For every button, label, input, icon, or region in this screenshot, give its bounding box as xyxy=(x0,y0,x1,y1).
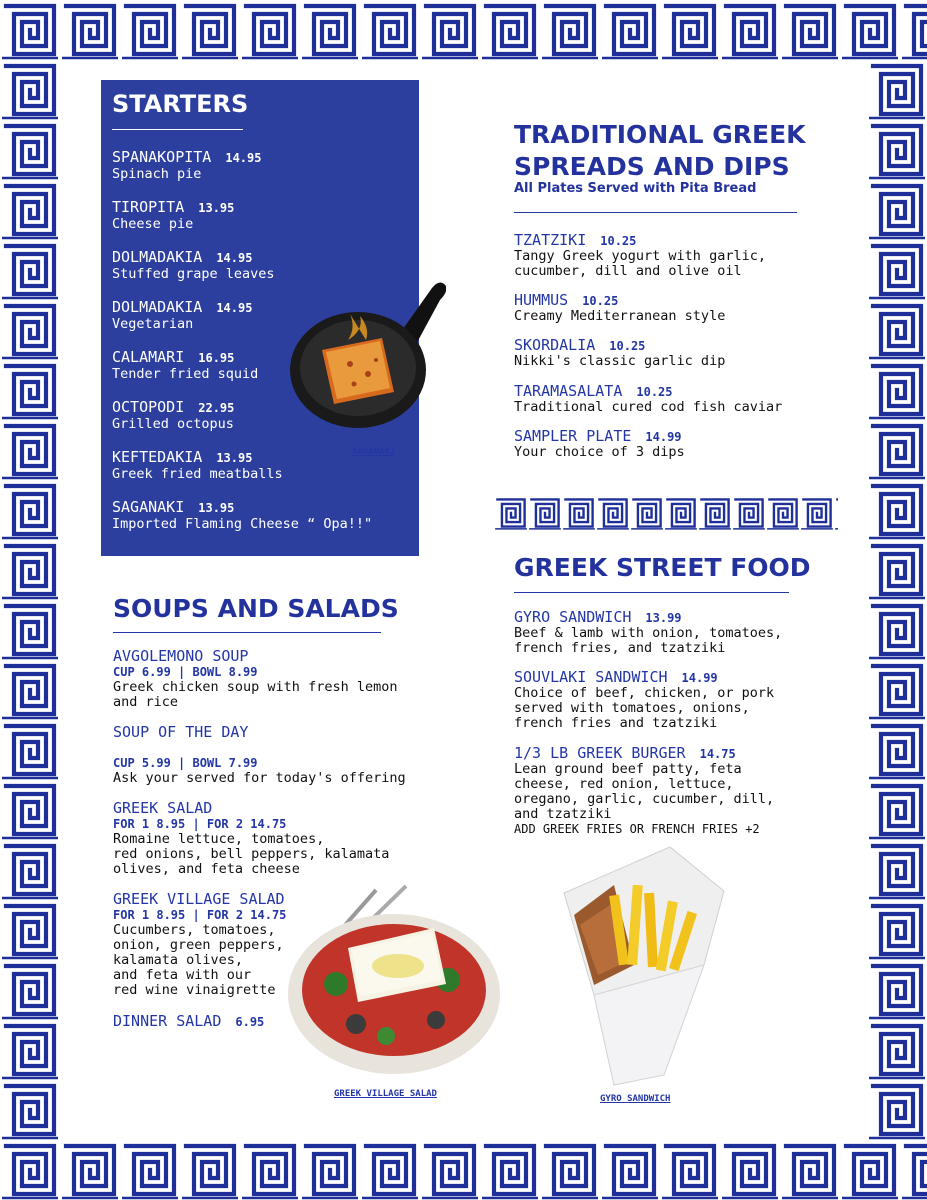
item-description: Lean ground beef patty, feta cheese, red onion, lettuce, oregano, garlic, cucumber, dill, and tzatziki xyxy=(514,761,775,822)
spreads-subtitle: All Plates Served with Pita Bread xyxy=(514,181,757,196)
item-name: TARAMASALATA xyxy=(514,382,623,400)
item-name: AVGOLEMONO SOUP xyxy=(113,647,249,665)
starters-title-rule xyxy=(112,129,243,130)
spreads-title xyxy=(514,119,806,183)
soup-salad-item xyxy=(113,889,286,998)
greek-key-border-right xyxy=(867,60,927,1140)
saganaki-caption: SAGANAKI xyxy=(352,447,396,457)
item-description: Creamy Mediterranean style xyxy=(514,308,726,324)
greek-key-border-top xyxy=(0,0,927,60)
item-name: DINNER SALAD xyxy=(113,1012,222,1030)
item-description: Vegetarian xyxy=(112,316,194,332)
spread-item xyxy=(514,335,725,369)
item-name: HUMMUS xyxy=(514,291,569,309)
item-name: TZATZIKI xyxy=(514,231,587,249)
saganaki-skillet-photo xyxy=(290,274,446,434)
item-description: Choice of beef, chicken, or pork served with tomatoes, onions, french fries and tzatziki xyxy=(514,685,775,731)
item-price: 22.95 xyxy=(198,401,235,415)
greek-key-divider xyxy=(494,496,838,530)
soups-salads-rule xyxy=(113,632,381,633)
gyro-caption: GYRO SANDWICH xyxy=(600,1094,671,1104)
greek-key-border-left xyxy=(0,60,60,1140)
item-price: 14.95 xyxy=(225,151,262,165)
street-food-item xyxy=(514,607,782,656)
item-name: GREEK VILLAGE SALAD xyxy=(113,890,285,908)
soup-salad-item xyxy=(113,1011,264,1030)
item-price-options: CUP 6.99 | BOWL 8.99 xyxy=(113,665,258,679)
item-name: DOLMADAKIA xyxy=(112,248,203,266)
street-food-rule xyxy=(514,592,789,593)
item-description: Cucumbers, tomatoes, onion, green peppers, kalamata olives, and feta with our red wine vinaigrette xyxy=(113,922,284,998)
item-price: 14.75 xyxy=(699,747,736,761)
item-description: Grilled octopus xyxy=(112,416,234,432)
item-price: 10.25 xyxy=(609,339,646,353)
street-food-item xyxy=(514,743,774,837)
item-description: Greek chicken soup with fresh lemon and rice xyxy=(113,679,398,710)
item-price: 10.25 xyxy=(600,234,637,248)
gyro-sandwich-photo xyxy=(554,845,726,1091)
starters-title: STARTERS xyxy=(112,90,249,118)
item-description: Traditional cured cod fish caviar xyxy=(514,399,783,415)
soup-salad-item xyxy=(113,646,397,710)
item-name: SKORDALIA xyxy=(514,336,596,354)
item-price-options: FOR 1 8.95 | FOR 2 14.75 xyxy=(113,908,287,922)
spread-item xyxy=(514,381,782,415)
street-food-title: GREEK STREET FOOD xyxy=(514,553,811,582)
item-name: SOUP OF THE DAY xyxy=(113,723,249,741)
item-price: 10.25 xyxy=(582,294,619,308)
item-description: Spinach pie xyxy=(112,166,202,182)
item-price-options: CUP 5.99 | BOWL 7.99 xyxy=(113,756,258,770)
item-name: SAGANAKI xyxy=(112,498,185,516)
item-description: Tender fried squid xyxy=(112,366,259,382)
spread-item xyxy=(514,426,685,460)
item-name: KEFTEDAKIA xyxy=(112,448,203,466)
spreads-title-line2: SPREADS AND DIPS xyxy=(514,152,790,181)
item-price: 14.95 xyxy=(216,251,253,265)
item-description: Tangy Greek yogurt with garlic, cucumber, dill and olive oil xyxy=(514,248,766,279)
item-price: 14.99 xyxy=(681,671,718,685)
item-name: SPANAKOPITA xyxy=(112,148,212,166)
spreads-rule xyxy=(514,212,797,213)
soup-salad-item xyxy=(113,722,406,786)
item-name: SAMPLER PLATE xyxy=(514,427,632,445)
item-price: 13.95 xyxy=(216,451,253,465)
salad-caption: GREEK VILLAGE SALAD xyxy=(334,1089,437,1099)
item-description: Imported Flaming Cheese “ Opa!!" xyxy=(112,516,373,532)
item-name: CALAMARI xyxy=(112,348,185,366)
item-addon-note: ADD GREEK FRIES OR FRENCH FRIES +2 xyxy=(514,822,760,836)
item-description: Your choice of 3 dips xyxy=(514,444,685,460)
item-price: 13.99 xyxy=(645,611,682,625)
greek-key-border-bottom xyxy=(0,1140,927,1200)
item-name: GREEK SALAD xyxy=(113,799,213,817)
item-price: 13.95 xyxy=(198,501,235,515)
spread-item xyxy=(514,290,725,324)
item-name: OCTOPODI xyxy=(112,398,185,416)
item-name: GYRO SANDWICH xyxy=(514,608,632,626)
item-description: Beef & lamb with onion, tomatoes, french fries, and tzatziki xyxy=(514,625,783,656)
item-name: TIROPITA xyxy=(112,198,185,216)
item-price-options: FOR 1 8.95 | FOR 2 14.75 xyxy=(113,817,287,831)
spreads-title-line1: TRADITIONAL GREEK xyxy=(514,120,806,149)
street-food-item xyxy=(514,667,774,731)
item-description: Ask your served for today's offering xyxy=(113,770,406,786)
item-name: SOUVLAKI SANDWICH xyxy=(514,668,668,686)
item-description: Romaine lettuce, tomatoes, red onions, bell peppers, kalamata olives, and feta cheese xyxy=(113,831,390,877)
item-price: 13.95 xyxy=(198,201,235,215)
item-description: Greek fried meatballs xyxy=(112,466,283,482)
starter-item xyxy=(112,497,412,532)
item-name: DOLMADAKIA xyxy=(112,298,203,316)
item-price: 10.25 xyxy=(636,385,673,399)
soup-salad-item xyxy=(113,798,389,877)
soups-salads-title: SOUPS AND SALADS xyxy=(113,594,399,623)
item-description: Nikki's classic garlic dip xyxy=(514,353,726,369)
starter-item xyxy=(112,197,412,232)
item-description: Stuffed grape leaves xyxy=(112,266,275,282)
item-price: 16.95 xyxy=(198,351,235,365)
item-price: 14.95 xyxy=(216,301,253,315)
item-description: Cheese pie xyxy=(112,216,194,232)
item-name: 1/3 LB GREEK BURGER xyxy=(514,744,686,762)
starter-item xyxy=(112,147,412,182)
item-price: 14.99 xyxy=(645,430,682,444)
greek-village-salad-photo xyxy=(286,884,506,1080)
spread-item xyxy=(514,230,766,279)
item-price: 6.95 xyxy=(235,1015,265,1029)
